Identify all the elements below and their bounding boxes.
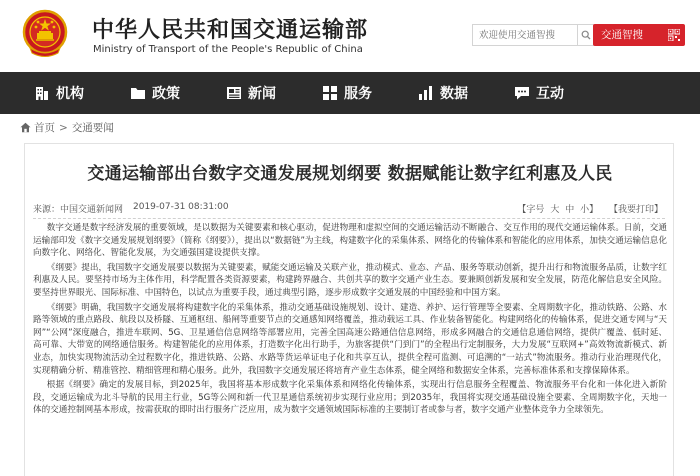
article-paragraph: 《纲要》明确，我国数字交通发展将构建数字化的采集体系，推动交通基础设施规划、设计、建造、养护、运行管理等全要素、全周期数字化，推动铁路、公路、水路等领域的重点路段、航段以及桥隧、互通枢纽、船闸等重要节点的交通感知网络覆盖，推动载运工具、作业装备智能化。构建网络化的传输体系，促进交通专网与“天网”“公网”深度融合，推进车联网、5G、卫星通信信息网络等部署应用，完善全国高速公路通信信息网络，形成多网融合的交通信息通信网络，提供广覆盖、低时延、高可靠、大带宽的网络通信服务。构建智能化的应用体系，打造数字化出行助手，为旅客提供“门到门”的全程出行定制服务，大力发展“互联网+”高效物流新模式、新业态，加快实现物流活动全过程数字化，推进铁路、公路、水路等货运单证电子化和共享互认，提供全程可监测、可追溯的“一站式”物流服务。推动行业治理现代化，实现精确分析、精准管控、精细管理和精心服务。此外，我国数字交通发展还将培育产业生态体系，健全网络和数据安全体系，完善标准体系和支撑保障体系。 [33,302,667,376]
nav-label: 政策 [152,86,180,102]
nav-label: 机构 [56,86,84,102]
breadcrumb-current[interactable]: 交通要闻 [71,122,114,134]
search-icon [581,30,591,40]
nav-item-policy[interactable] [130,83,180,103]
smart-search-button[interactable] [593,24,685,46]
main-nav [0,72,700,114]
chat-icon [514,85,530,101]
breadcrumb-home[interactable]: 首页 [34,122,55,134]
folder-icon [130,85,146,101]
nav-label: 新闻 [248,86,276,102]
nav-item-service[interactable] [322,83,372,103]
nav-label: 数据 [440,86,468,102]
news-icon [226,85,242,101]
article-paragraph: 根据《纲要》确定的发展目标，到2025年，我国将基本形成数字化采集体系和网络化传输体系，实现出行信息服务全程覆盖、物流服务平台化和一体化进入新阶段，交通运输成为北斗导航的民用主行业，5G等公网和新一代卫星通信系统初步实现行业应用；到2035年，我国将实现交通基础设施全要素、全周期数字化，天地一体的交通控制网基本形成，按需获取的即时出行服务广泛应用，成为数字交通领域国际标准的主要制订者或参与者，数字交通产业整体竞争力全球领先。 [33,380,667,416]
service-icon [322,85,338,101]
qr-code-icon [668,29,680,41]
smart-search-label: 交通智搜 [601,29,643,41]
article-date: 2019-07-31 08:31:00 [133,202,229,212]
font-size-large-button[interactable]: 大 [550,205,560,215]
home-icon [20,122,31,133]
search-input[interactable] [472,24,578,46]
breadcrumb [20,120,114,135]
article-body [33,222,667,419]
site-header [0,0,700,68]
national-emblem-icon [22,8,68,58]
article-title: 交通运输部出台数字交通发展规划纲要 数据赋能让数字红利惠及人民 [87,164,613,184]
building-icon [34,85,50,101]
article-paragraph: 数字交通是数字经济发展的重要领域，是以数据为关键要素和核心驱动，促进物理和虚拟空间的交通运输活动不断融合、交互作用的现代交通运输体系。日前，交通运输部印发《数字交通发展规划纲要》（简称《纲要》），提出以“数据链”为主线，构建数字化的采集体系、网络化的传输体系和智能化的应用体系，加快交通运输信息化向数字化、网络化、智能化发展，为交通强国建设提供支撑。 [33,223,667,259]
breadcrumb-separator: > [59,121,68,134]
font-size-small-button[interactable]: 小】 [580,205,599,215]
article-tools [517,202,663,215]
article-panel [24,143,674,476]
article-meta [33,202,665,215]
nav-item-interaction[interactable] [514,83,564,103]
nav-item-data[interactable] [418,83,468,103]
nav-label: 服务 [344,86,372,102]
nav-label: 互动 [536,86,564,102]
nav-item-news[interactable] [226,83,276,103]
font-size-label: 【字号 [517,205,545,215]
font-size-medium-button[interactable]: 中 [565,205,575,215]
article-source: 来源：中国交通新闻网 [33,205,124,215]
nav-item-organization[interactable] [34,83,84,103]
site-subtitle-en: Ministry of Transport of the People's Republic of China [93,44,363,55]
divider [33,218,665,219]
article-paragraph: 《纲要》提出，我国数字交通发展要以数据为关键要素，赋能交通运输及关联产业，推动模式、业态、产品、服务等联动创新，提升出行和物流服务品质，让数字红利惠及人民。要坚持市场为主体作用，科学配置各类资源要素，构建跨界融合、共创共享的数字交通产业生态。要兼顾创新发展和安全发展，防范化解信息安全风险。要坚持世界眼光、国际标准、中国特色，以试点为重要手段，通过典型引路，逐步形成数字交通发展的中国经验和中国方案。 [33,262,667,298]
search-button[interactable] [578,24,594,46]
print-button[interactable]: 【我要打印】 [608,205,663,215]
site-title: 中华人民共和国交通运输部 [92,18,369,43]
chart-icon [418,85,434,101]
